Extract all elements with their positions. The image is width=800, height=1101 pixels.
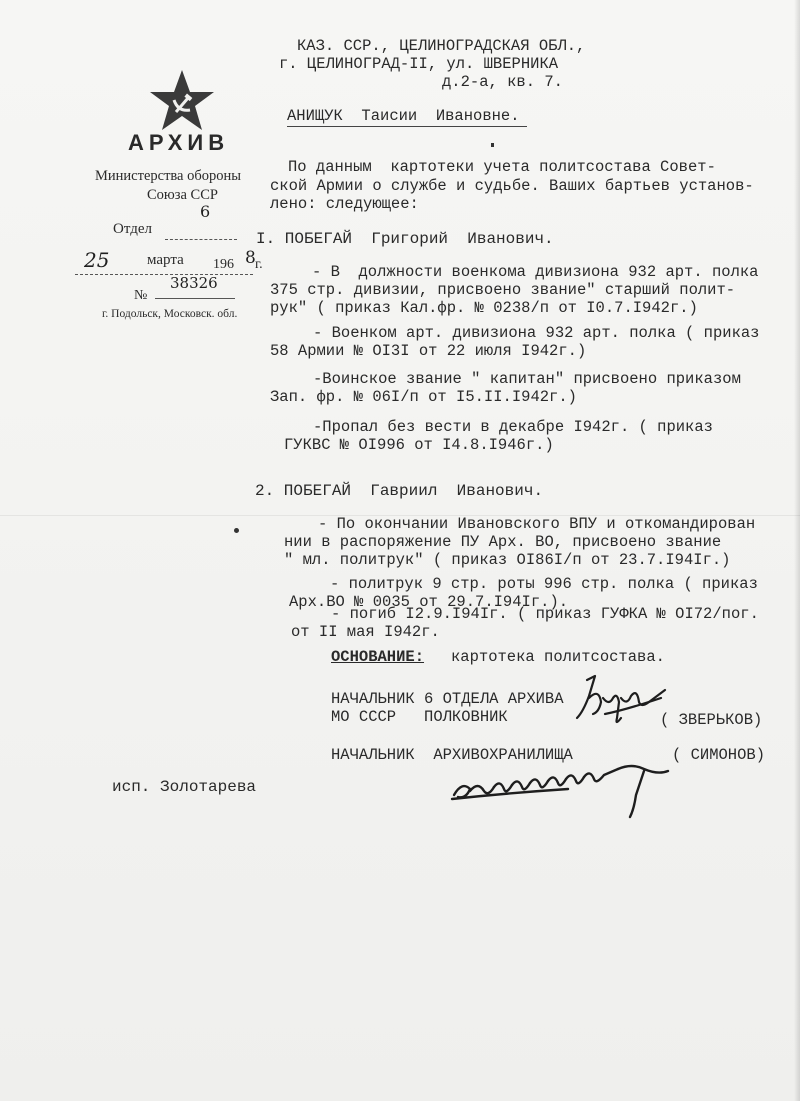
person1-p1-line1: - В должности военкома дивизиона 932 арт. полка: [312, 263, 759, 281]
stamp-dept-number: 6: [200, 202, 211, 221]
signature-simonov: [448, 755, 678, 820]
person2-p2-line2: Арх.ВО № 0035 от 29.7.I94Iг.).: [289, 593, 569, 611]
stamp-ministry-line2: Союза ССР: [147, 187, 218, 203]
recipient-name: АНИЩУК Таисии Ивановне.: [287, 107, 520, 125]
person1-p4-line2: ГУКВС № OI996 от I4.8.I946г.): [284, 436, 554, 454]
person2-p3-line1: - погиб I2.9.I94Iг. ( приказ ГУФКА № OI72/пог.: [331, 605, 759, 623]
stamp-ministry-line1: Министерства обороны: [95, 168, 241, 184]
person2-heading: 2. ПОБЕГАЙ Гавриил Иванович.: [255, 482, 544, 500]
basis-text: картотека политсостава.: [451, 648, 665, 666]
address-line2: г. ЦЕЛИНОГРАД-II, ул. ШВЕРНИКА: [279, 55, 559, 73]
person2-p1-line2: нии в распоряжение ПУ Арх. ВО, присвоено звание: [284, 533, 722, 551]
person2-p2-line1: - политрук 9 стр. роты 996 стр. полка ( приказ: [330, 575, 758, 593]
red-star-emblem-icon: [148, 68, 216, 134]
stamp-date-day: 25: [84, 248, 110, 272]
person1-p2-line2: 58 Армии № OI3I от 22 июля I942г.): [270, 342, 587, 360]
stamp-number-sign: №: [134, 288, 148, 303]
person1-p3-line1: -Воинское звание " капитан" присвоено приказом: [313, 370, 741, 388]
chief2-line1: НАЧАЛЬНИК АРХИВОХРАНИЛИЩА: [331, 746, 573, 764]
basis-label: ОСНОВАНИЕ:: [331, 648, 425, 666]
person1-p1-line3: рук" ( приказ Кал.фр. № 0238/п от I0.7.I942г.): [270, 299, 698, 317]
scan-edge-shadow: [794, 0, 800, 1101]
address-line3: д.2-а, кв. 7.: [442, 73, 563, 91]
stamp-number-line: [155, 297, 235, 299]
chief2-name: ( СИМОНОВ): [672, 746, 766, 764]
ink-dot-small: [491, 143, 494, 147]
person1-p3-line2: Зап. фр. № 06I/п от I5.II.I942г.): [270, 388, 577, 406]
stamp-dept-label: Отдел: [113, 221, 152, 237]
address-line1: КАЗ. ССР., ЦЕЛИНОГРАДСКАЯ ОБЛ.,: [297, 37, 586, 55]
stamp-date-year-prefix: 196: [213, 257, 234, 272]
stamp-archive-title: АРХИВ: [128, 130, 230, 155]
person2-p1-line1: - По окончании Ивановского ВПУ и откомандирован: [318, 515, 756, 533]
person1-heading: I. ПОБЕГАЙ Григорий Иванович.: [256, 230, 554, 248]
stamp-date-month: марта: [147, 252, 184, 268]
stamp-dept-line: [165, 238, 237, 240]
chief1-name: ( ЗВЕРЬКОВ): [660, 711, 763, 729]
person1-p4-line1: -Пропал без вести в декабре I942г. ( приказ: [313, 418, 713, 436]
person1-p2-line1: - Военком арт. дивизиона 932 арт. полка ( приказ: [313, 324, 760, 342]
stamp-number-value: 38326: [170, 274, 218, 292]
intro-line1: По данным картотеки учета политсостава Совет-: [288, 158, 716, 176]
intro-line3: лено: следующее:: [270, 195, 419, 213]
person1-p1-line2: 375 стр. дивизии, присвоено звание" старший полит-: [270, 281, 736, 299]
chief1-line2: МО СССР ПОЛКОВНИК: [331, 708, 508, 726]
executor-name: исп. Золотарева: [112, 778, 257, 796]
recipient-underline: [287, 126, 527, 127]
stamp-date-line: [75, 273, 253, 275]
signature-zverkov: [565, 668, 675, 738]
stamp-date-year-suffix: 8: [245, 248, 256, 268]
stamp-city: г. Подольск, Московск. обл.: [102, 308, 238, 320]
person2-p3-line2: от II мая I942г.: [291, 623, 440, 641]
chief1-line1: НАЧАЛЬНИК 6 ОТДЕЛА АРХИВА: [331, 690, 564, 708]
person2-p1-line3: " мл. политрук" ( приказ OI86I/п от 23.7.I94Iг.): [284, 551, 731, 569]
intro-line2: ской Армии о службе и судьбе. Ваших бартьев установ-: [270, 177, 754, 195]
ink-dot: [234, 528, 239, 533]
stamp-date-g: г.: [255, 257, 263, 272]
